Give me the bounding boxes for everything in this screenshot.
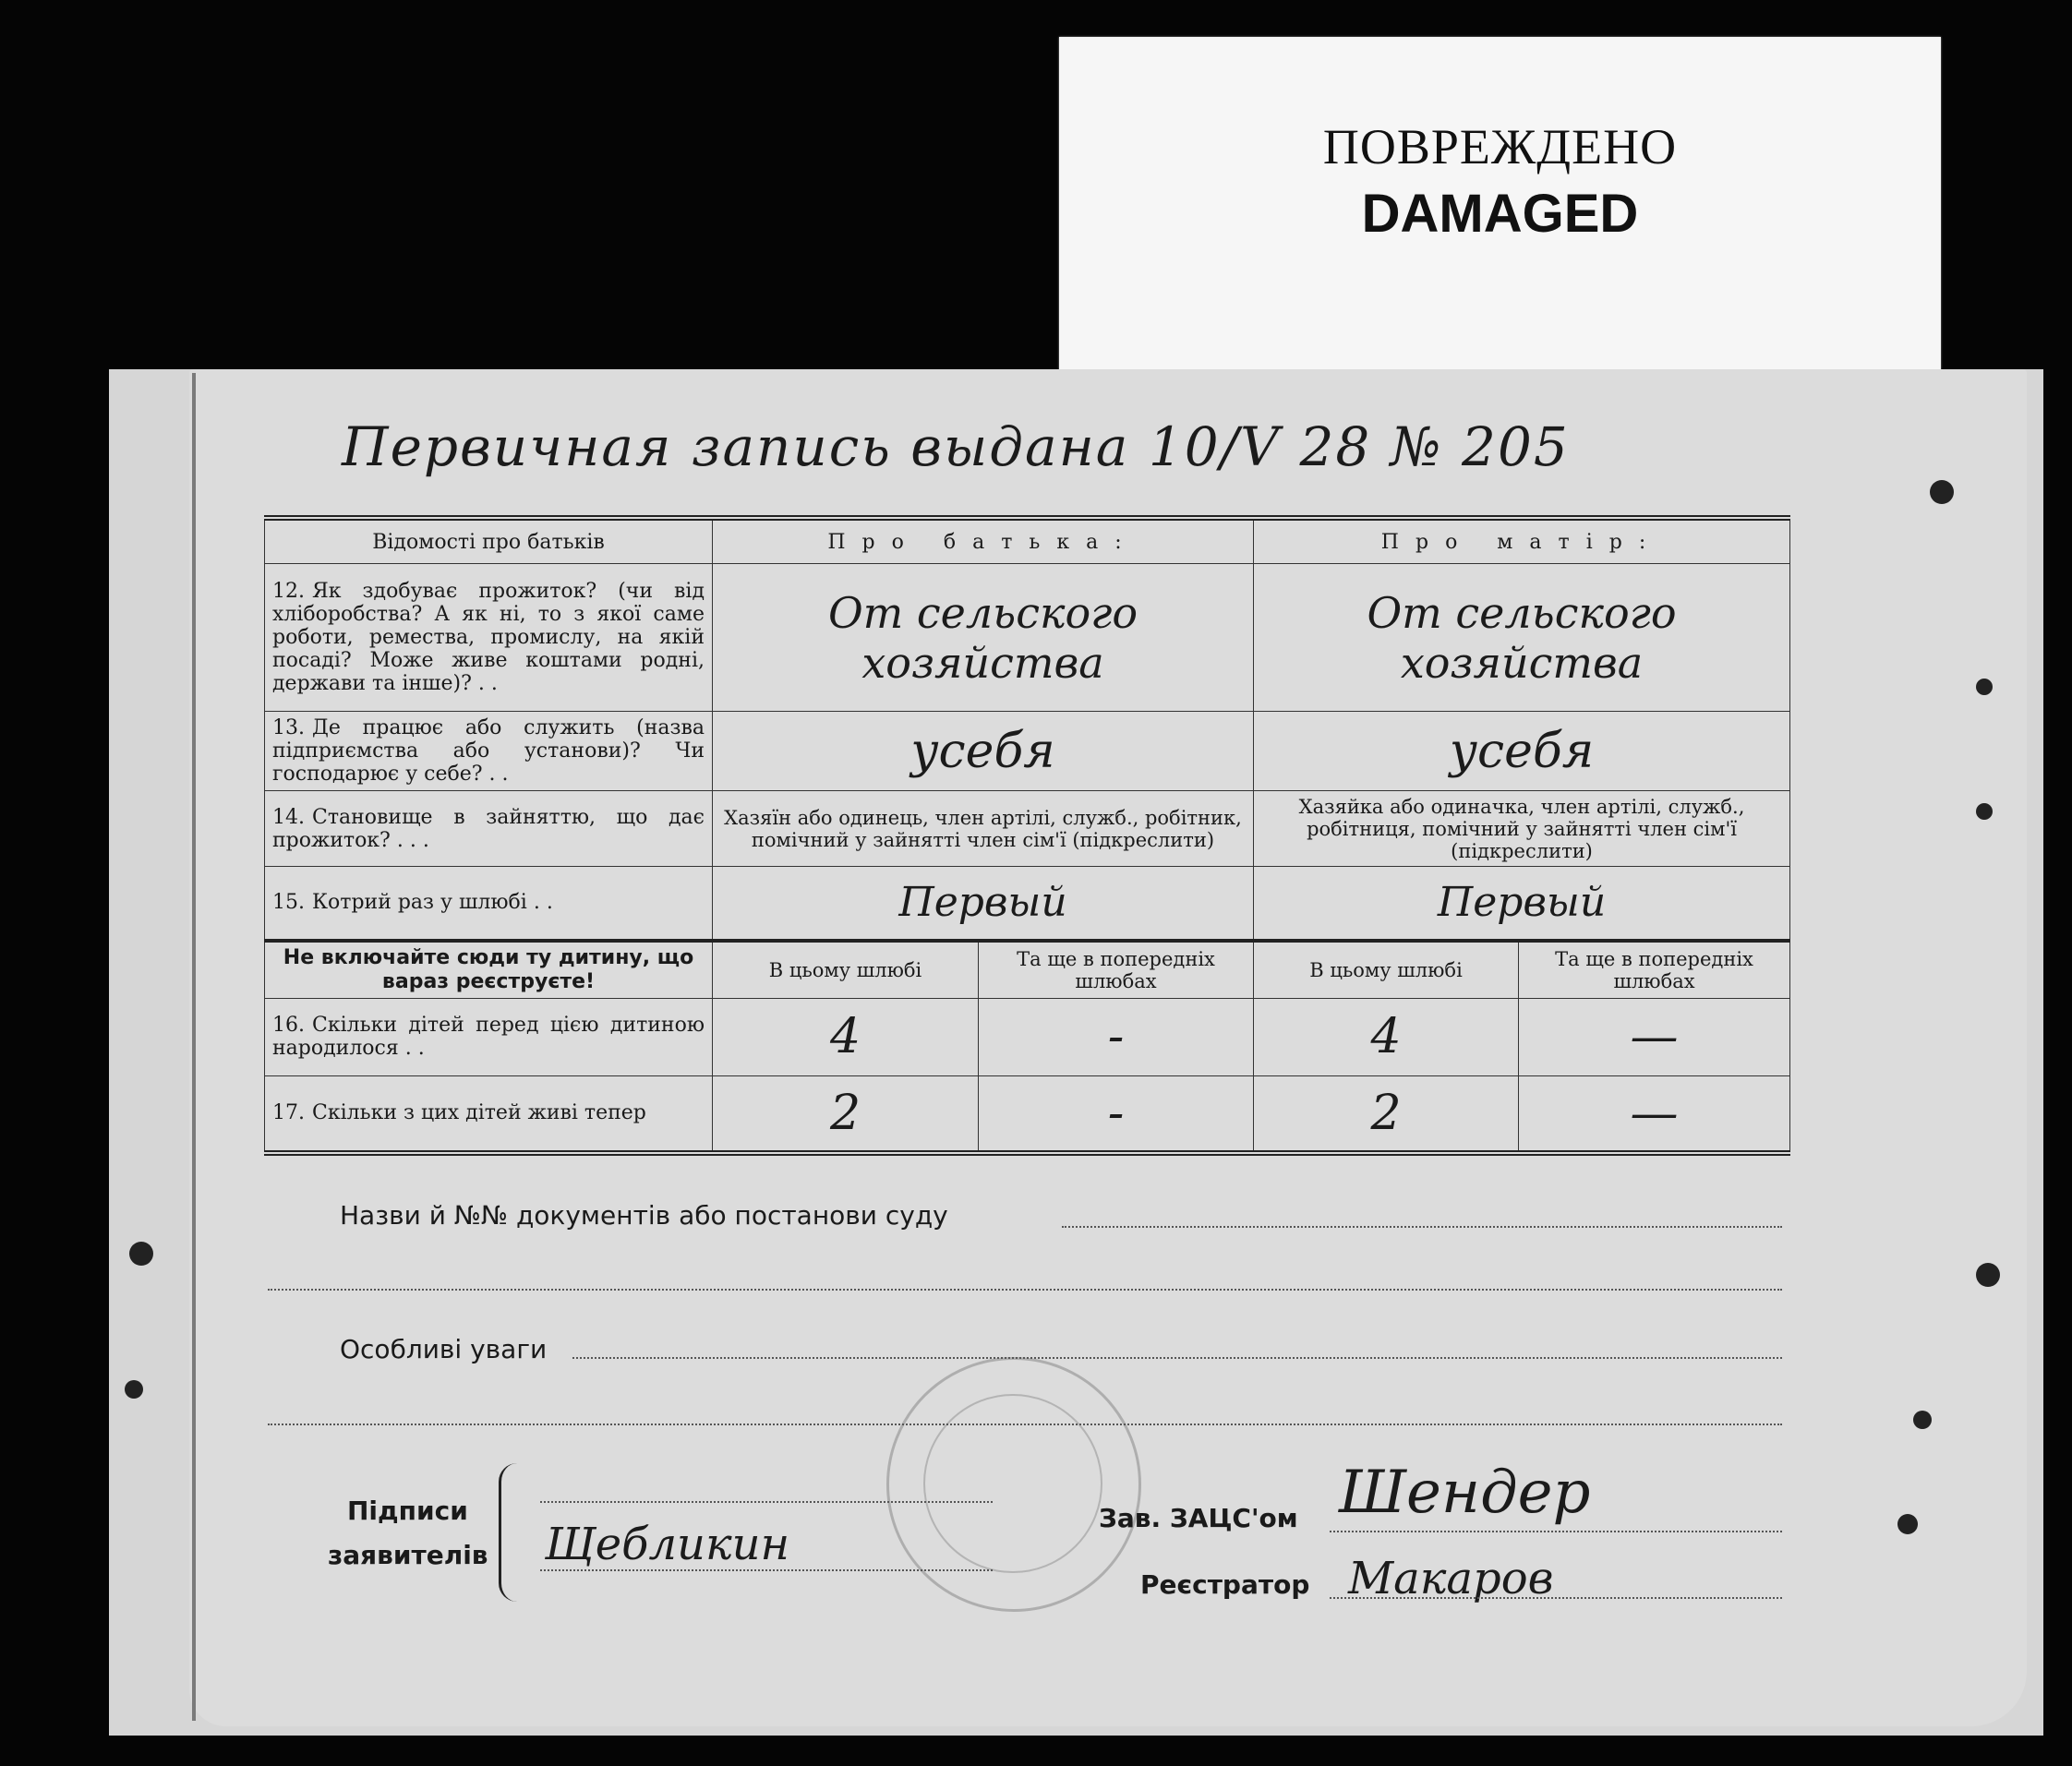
parents-info-table [264,515,1790,1156]
damaged-label-ru: ПОВРЕЖДЕНО [1322,119,1678,174]
punch-hole [129,1242,153,1266]
mother-in-this-marriage: В цьому шлюбі [1254,941,1519,999]
question-cell [265,791,713,867]
head-signature: Шендер [1339,1459,1591,1527]
question-number: 14. [272,805,305,829]
father-children-prev: - [979,998,1254,1075]
header-mother: Про матір: [1254,518,1790,564]
question-cell [265,1075,713,1153]
mother-answer: Первый [1254,867,1790,941]
documents-label: Назви й №№ документів або постанови суду [340,1200,948,1231]
mother-children-this: 4 [1254,998,1519,1075]
question-number: 16. [272,1014,305,1037]
signature-line-2 [540,1569,993,1571]
punch-hole [1976,679,1993,695]
children-note: Не включайте сюди ту дитину, що вараз реєструєте! [265,941,713,999]
signatures-label-line1: Підписи [347,1496,468,1526]
signature-line-1 [540,1501,993,1503]
header-handwriting: Первичная запись выдана 10/V 28 № 205 [342,415,1570,478]
mother-answer: Хазяйка або одиначка, член артілі, служб., робітниця, помічний у зайнятті член сім'ї (підкреслити) [1254,791,1790,867]
header-parents-info: Відомості про батьків [265,518,713,564]
mother-living-prev: — [1519,1075,1790,1153]
father-living-prev: - [979,1075,1254,1153]
head-signature-line [1330,1531,1782,1532]
notes-label: Особливі уваги [340,1334,548,1364]
father-answer: Хазяїн або одинець, член артілі, служб., робітник, помічний у зайнятті член сім'ї (підкреслити) [713,791,1254,867]
signatures-brace [499,1463,522,1602]
head-label: Зав. ЗАЦС'ом [1099,1503,1298,1533]
table-row [265,564,1790,712]
registrar-signature-line [1330,1597,1782,1599]
question-cell [265,712,713,791]
question-text: Становище в зайняттю, що дає прожиток? . . . [272,805,705,852]
question-cell [265,867,713,941]
documents-line [1062,1226,1782,1228]
sheet-edge [192,373,196,1721]
punch-hole [1897,1514,1918,1534]
table-header-row [265,518,1790,564]
mother-answer: От сельского хозяйства [1254,564,1790,712]
question-text: Скільки дітей перед цією дитиною народилося . . [272,1014,705,1060]
signatures-label-line2: заявителів [328,1540,488,1570]
question-number: 13. [272,716,305,739]
father-answer: усебя [713,712,1254,791]
mother-living-this: 2 [1254,1075,1519,1153]
question-text: Котрий раз у шлюбі . . [312,891,553,915]
father-answer: Первый [713,867,1254,941]
table-row [265,867,1790,941]
damaged-label-card [1059,37,1941,377]
question-text: Як здобуває прожиток? (чи від хліборобства? А як ні, то з якої саме роботи, ремества, промислу, на якій посаді? Може живе коштами родні, держави та інше)? . . [272,580,705,695]
header-father: Про батька: [713,518,1254,564]
table-row [265,998,1790,1075]
mother-previous-marriages: Та ще в попередніх шлюбах [1519,941,1790,999]
father-living-this: 2 [713,1075,979,1153]
mother-children-prev: — [1519,998,1790,1075]
father-children-this: 4 [713,998,979,1075]
punch-hole [1976,803,1993,820]
notes-line [572,1357,1782,1359]
punch-hole [1930,480,1954,504]
question-text: Скільки з цих дітей живі тепер [312,1101,646,1125]
documents-line-2 [268,1289,1782,1291]
punch-hole [125,1380,143,1399]
table-row [265,712,1790,791]
registrar-signature: Макаров [1348,1553,1554,1604]
punch-hole [1976,1263,2000,1287]
table-row [265,791,1790,867]
question-number: 17. [272,1101,305,1125]
father-previous-marriages: Та ще в попередніх шлюбах [979,941,1254,999]
question-number: 15. [272,891,305,915]
father-answer: От сельского хозяйства [713,564,1254,712]
children-header-row [265,941,1790,999]
question-cell [265,564,713,712]
official-stamp-inner [923,1394,1102,1573]
table-row [265,1075,1790,1153]
mother-answer: усебя [1254,712,1790,791]
applicant-signature: Щебликин [545,1519,790,1570]
father-in-this-marriage: В цьому шлюбі [713,941,979,999]
damaged-label-en: DAMAGED [1361,184,1639,244]
question-text: Де працює або служить (назва підприємства або установи)? Чи господарює у себе? . . [272,716,705,786]
question-cell [265,998,713,1075]
question-number: 12. [272,580,305,603]
punch-hole [1913,1411,1932,1429]
registrar-label: Реєстратор [1140,1569,1310,1600]
